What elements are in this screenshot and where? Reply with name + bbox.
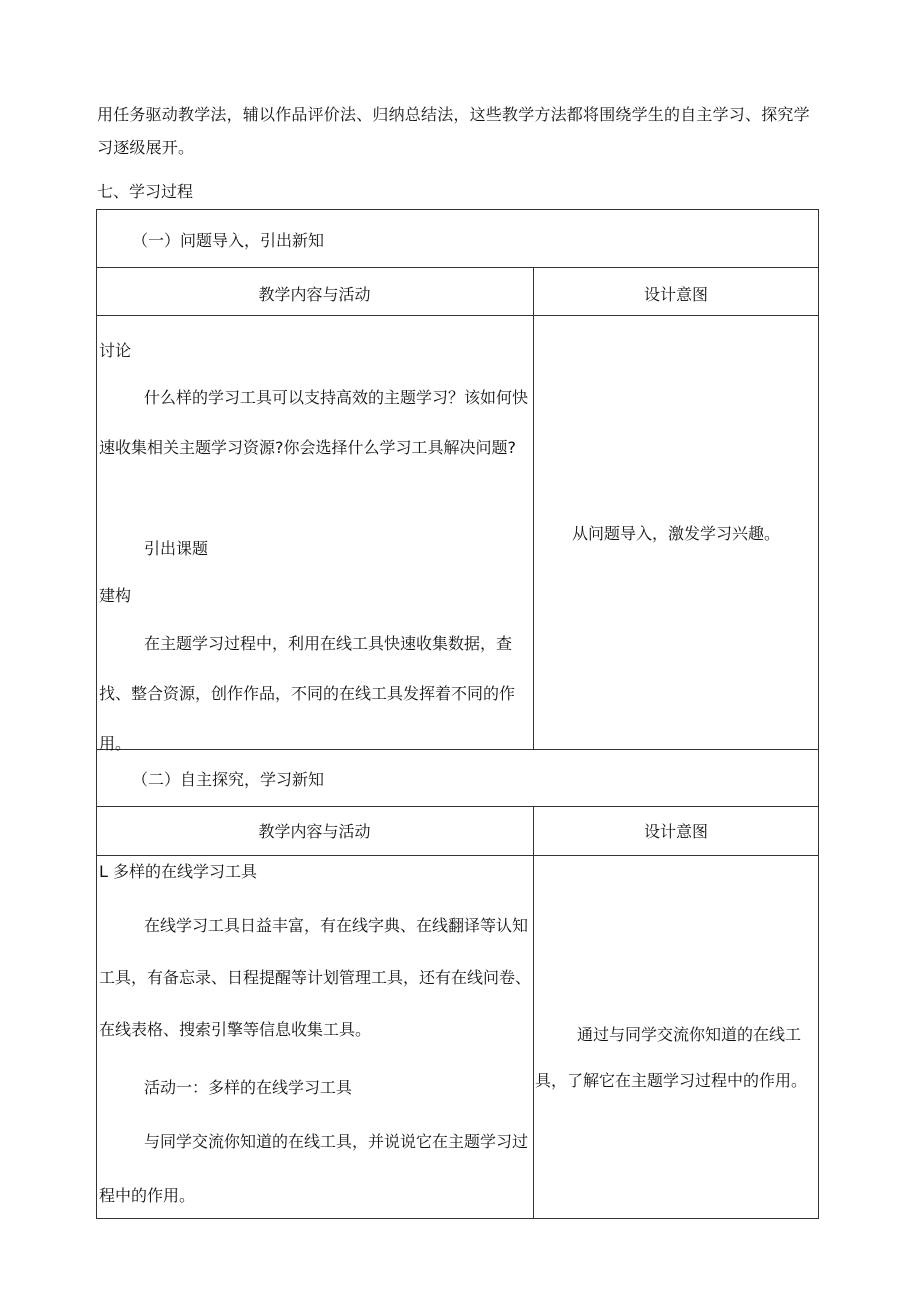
part1-discuss-label: 讨论 bbox=[99, 341, 132, 360]
part1-build-label: 建构 bbox=[99, 586, 132, 605]
table-rule bbox=[96, 855, 819, 856]
intro-paragraph: 用任务驱动教学法，辅以作品评价法、归纳总结法，这些教学方法都将围绕学生的自主学习、探究学习逐级展开。 bbox=[97, 105, 810, 157]
part2-activity-text: 与同学交流你知道的在线工具，并说说它在主题学习过程中的作用。 bbox=[99, 1132, 529, 1205]
part1-build-text: 在主题学习过程中，利用在线工具快速收集数据，查找、整合资源，创作作品，不同的在线工具发挥着不同的作用。 bbox=[99, 634, 516, 753]
section-title: 七、学习过程 bbox=[97, 182, 194, 201]
part2-col-design-header: 设计意图 bbox=[643, 822, 708, 841]
part1-col-content-header: 教学内容与活动 bbox=[258, 285, 371, 304]
part1-heading: （一）问题导入，引出新知 bbox=[132, 231, 325, 250]
part2-item-text: 在线学习工具日益丰富，有在线字典、在线翻译等认知工具，有备忘录、日程提醒等计划管理工具，还有在线问卷、在线表格、搜索引擎等信息收集工具。 bbox=[99, 916, 532, 1039]
part2-heading: （二）自主探究，学习新知 bbox=[132, 770, 325, 789]
part1-design-intent: 从问题导入，激发学习兴趣。 bbox=[571, 524, 780, 543]
part2-item-title: L 多样的在线学习工具 bbox=[99, 862, 258, 881]
part2-activity-title: 活动一：多样的在线学习工具 bbox=[144, 1078, 353, 1097]
column-divider bbox=[533, 267, 534, 749]
part2-design-intent: 通过与同学交流你知道的在线工具，了解它在主题学习过程中的作用。 bbox=[535, 1025, 808, 1090]
part1-col-design-header: 设计意图 bbox=[643, 285, 708, 304]
part1-lead-topic: 引出课题 bbox=[144, 539, 209, 558]
column-divider bbox=[533, 806, 534, 1219]
part1-discuss-text: 什么样的学习工具可以支持高效的主题学习？该如何快速收集相关主题学习资源?你会选择什么学习工具解决问题? bbox=[99, 388, 529, 457]
table-rule bbox=[96, 806, 819, 807]
part2-col-content-header: 教学内容与活动 bbox=[258, 822, 371, 841]
table-rule bbox=[96, 267, 819, 268]
table-rule bbox=[96, 315, 819, 316]
